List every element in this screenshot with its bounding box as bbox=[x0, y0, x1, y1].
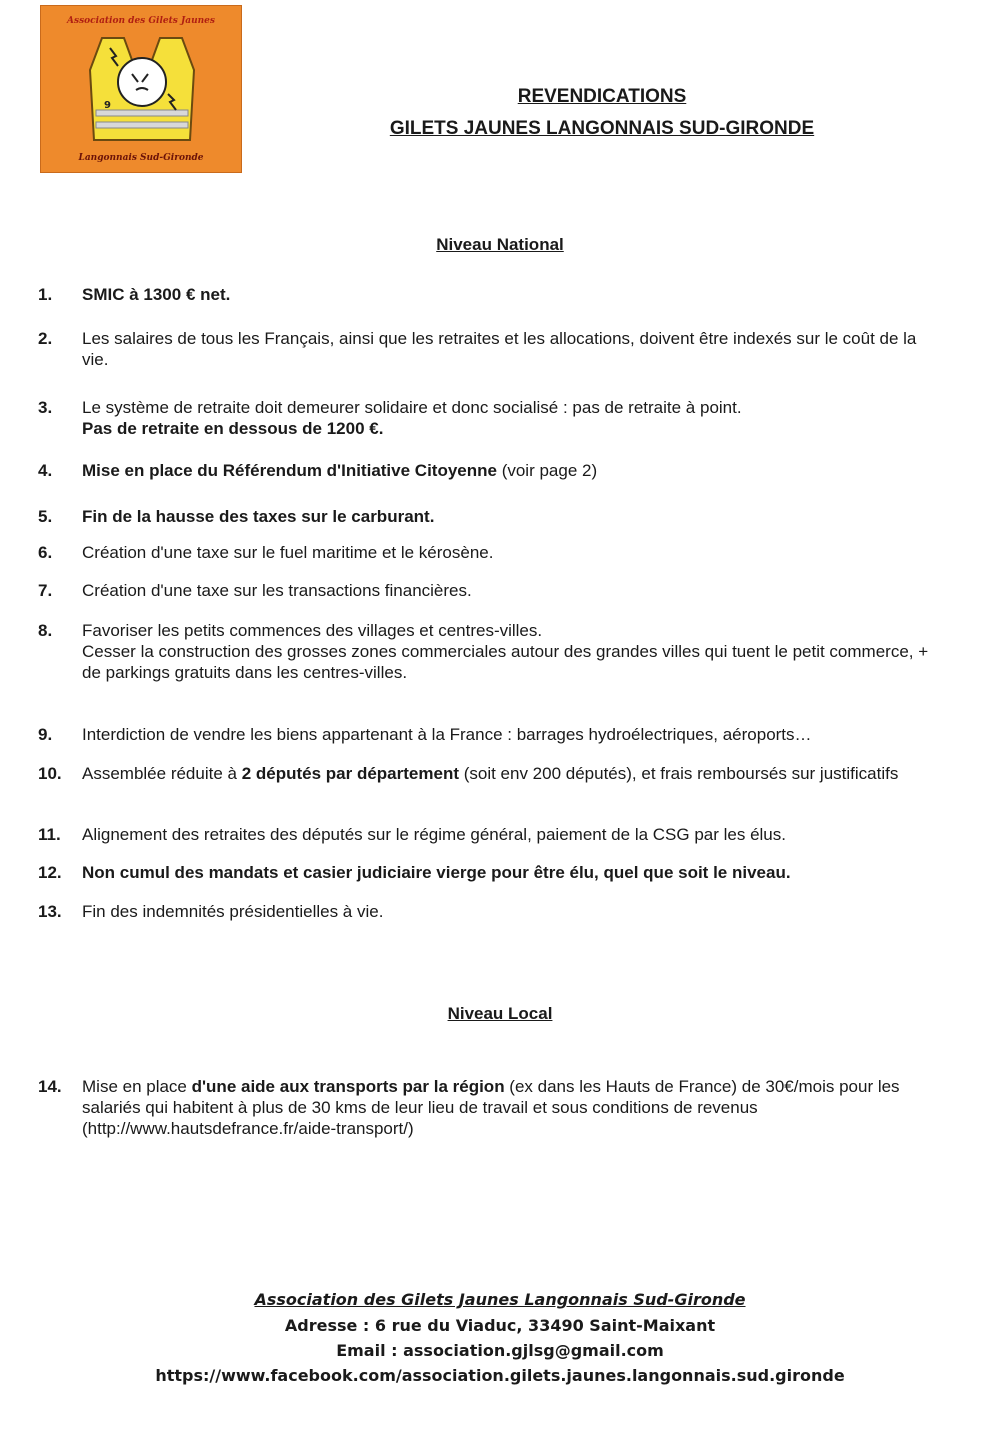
demand-number: 8. bbox=[38, 621, 53, 640]
demand-text-regular: Alignement des retraites des députés sur le régime général, paiement de la CSG par les élus. bbox=[82, 825, 786, 844]
demand-text-regular: Assemblée réduite à bbox=[82, 764, 242, 783]
demand-text bbox=[82, 506, 942, 527]
demand-text bbox=[82, 862, 942, 883]
demand-text-regular: (soit env 200 députés), et frais remboursés sur justificatifs bbox=[458, 764, 899, 783]
demand-text-bold: d'une aide aux transports par la région bbox=[191, 1077, 505, 1096]
footer-email[interactable]: Email : association.gjlsg@gmail.com bbox=[336, 1341, 664, 1360]
section-title-local: Niveau Local bbox=[447, 1004, 553, 1023]
demand-number: 9. bbox=[38, 725, 53, 744]
demand-number: 3. bbox=[38, 398, 53, 417]
demand-text bbox=[82, 824, 942, 845]
yellow-vest-icon bbox=[82, 30, 202, 148]
demand-text-bold: 2 députés par département bbox=[241, 764, 459, 783]
demand-text bbox=[82, 542, 942, 563]
demand-text-regular: Fin des indemnités présidentielles à vie. bbox=[82, 902, 384, 921]
demand-text-regular: Les salaires de tous les Français, ainsi que les retraites et les allocations, doivent être indexés sur le coût de la vie. bbox=[82, 329, 917, 369]
doc-title-line2: GILETS JAUNES LANGONNAIS SUD-GIRONDE bbox=[389, 118, 815, 139]
demand-text bbox=[82, 901, 942, 922]
demand-number: 14. bbox=[38, 1077, 62, 1096]
demand-number: 12. bbox=[38, 863, 62, 882]
footer-facebook-link[interactable]: https://www.facebook.com/association.gilets.jaunes.langonnais.sud.gironde bbox=[155, 1366, 845, 1385]
demand-text-regular: Création d'une taxe sur le fuel maritime et le kérosène. bbox=[82, 543, 494, 562]
demand-text bbox=[82, 284, 942, 305]
demand-text-regular: (voir page 2) bbox=[496, 461, 598, 480]
demand-number: 7. bbox=[38, 581, 53, 600]
demand-number: 2. bbox=[38, 329, 53, 348]
demand-text-bold: Mise en place du Référendum d'Initiative Citoyenne bbox=[82, 461, 497, 480]
demand-text-regular: Cesser la construction des grosses zones commerciales autour des grandes villes qui tuent le petit commerce, + de parkings gratuits dans les centres-villes. bbox=[82, 642, 929, 682]
demand-number: 11. bbox=[38, 825, 61, 844]
demand-number: 13. bbox=[38, 902, 62, 921]
demand-text-regular: Mise en place bbox=[82, 1077, 192, 1096]
demand-text-bold: Non cumul des mandats et casier judiciaire vierge pour être élu, quel que soit le niveau. bbox=[82, 863, 791, 882]
demand-number: 1. bbox=[38, 285, 53, 304]
demand-text-regular: (ex dans les Hauts de France) de 30€/mois pour les salariés qui habitent à plus de 30 kms de leur lieu de travail et sous conditions de revenus (http://www.hautsdefrance.fr/aide-transport/) bbox=[82, 1077, 900, 1138]
demand-text-regular: Interdiction de vendre les biens appartenant à la France : barrages hydroélectriques, aéroports… bbox=[82, 725, 812, 744]
logo-bottom-text: Langonnais Sud-Gironde bbox=[78, 153, 204, 163]
svg-text:9: 9 bbox=[104, 100, 111, 111]
demand-text bbox=[82, 620, 942, 683]
demand-text bbox=[82, 460, 942, 481]
section-title-national: Niveau National bbox=[436, 235, 564, 254]
doc-title-line1: REVENDICATIONS bbox=[517, 86, 687, 107]
demand-text-regular: Favoriser les petits commences des villages et centres-villes. bbox=[82, 621, 543, 640]
footer-address: Adresse : 6 rue du Viaduc, 33490 Saint-Maixant bbox=[284, 1316, 716, 1335]
association-logo bbox=[40, 5, 242, 173]
footer-organization: Association des Gilets Jaunes Langonnais Sud-Gironde bbox=[254, 1290, 746, 1309]
demand-text-regular: Le système de retraite doit demeurer solidaire et donc socialisé : pas de retraite à point. bbox=[82, 398, 742, 417]
demand-text-regular: Création d'une taxe sur les transactions financières. bbox=[82, 581, 472, 600]
demand-text bbox=[82, 724, 942, 745]
demand-text-bold: Fin de la hausse des taxes sur le carburant. bbox=[82, 507, 435, 526]
demand-number: 10. bbox=[38, 764, 62, 783]
logo-top-text: Association des Gilets Jaunes bbox=[67, 16, 215, 26]
demand-text bbox=[82, 763, 942, 784]
demand-text bbox=[82, 580, 942, 601]
demand-number: 4. bbox=[38, 461, 53, 480]
demand-text-bold: SMIC à 1300 € net. bbox=[82, 285, 231, 304]
demand-number: 6. bbox=[38, 543, 53, 562]
demand-text-bold: Pas de retraite en dessous de 1200 €. bbox=[82, 419, 384, 438]
demand-text bbox=[82, 1076, 942, 1139]
demand-text bbox=[82, 328, 942, 370]
demand-text bbox=[82, 397, 942, 439]
demand-number: 5. bbox=[38, 507, 53, 526]
